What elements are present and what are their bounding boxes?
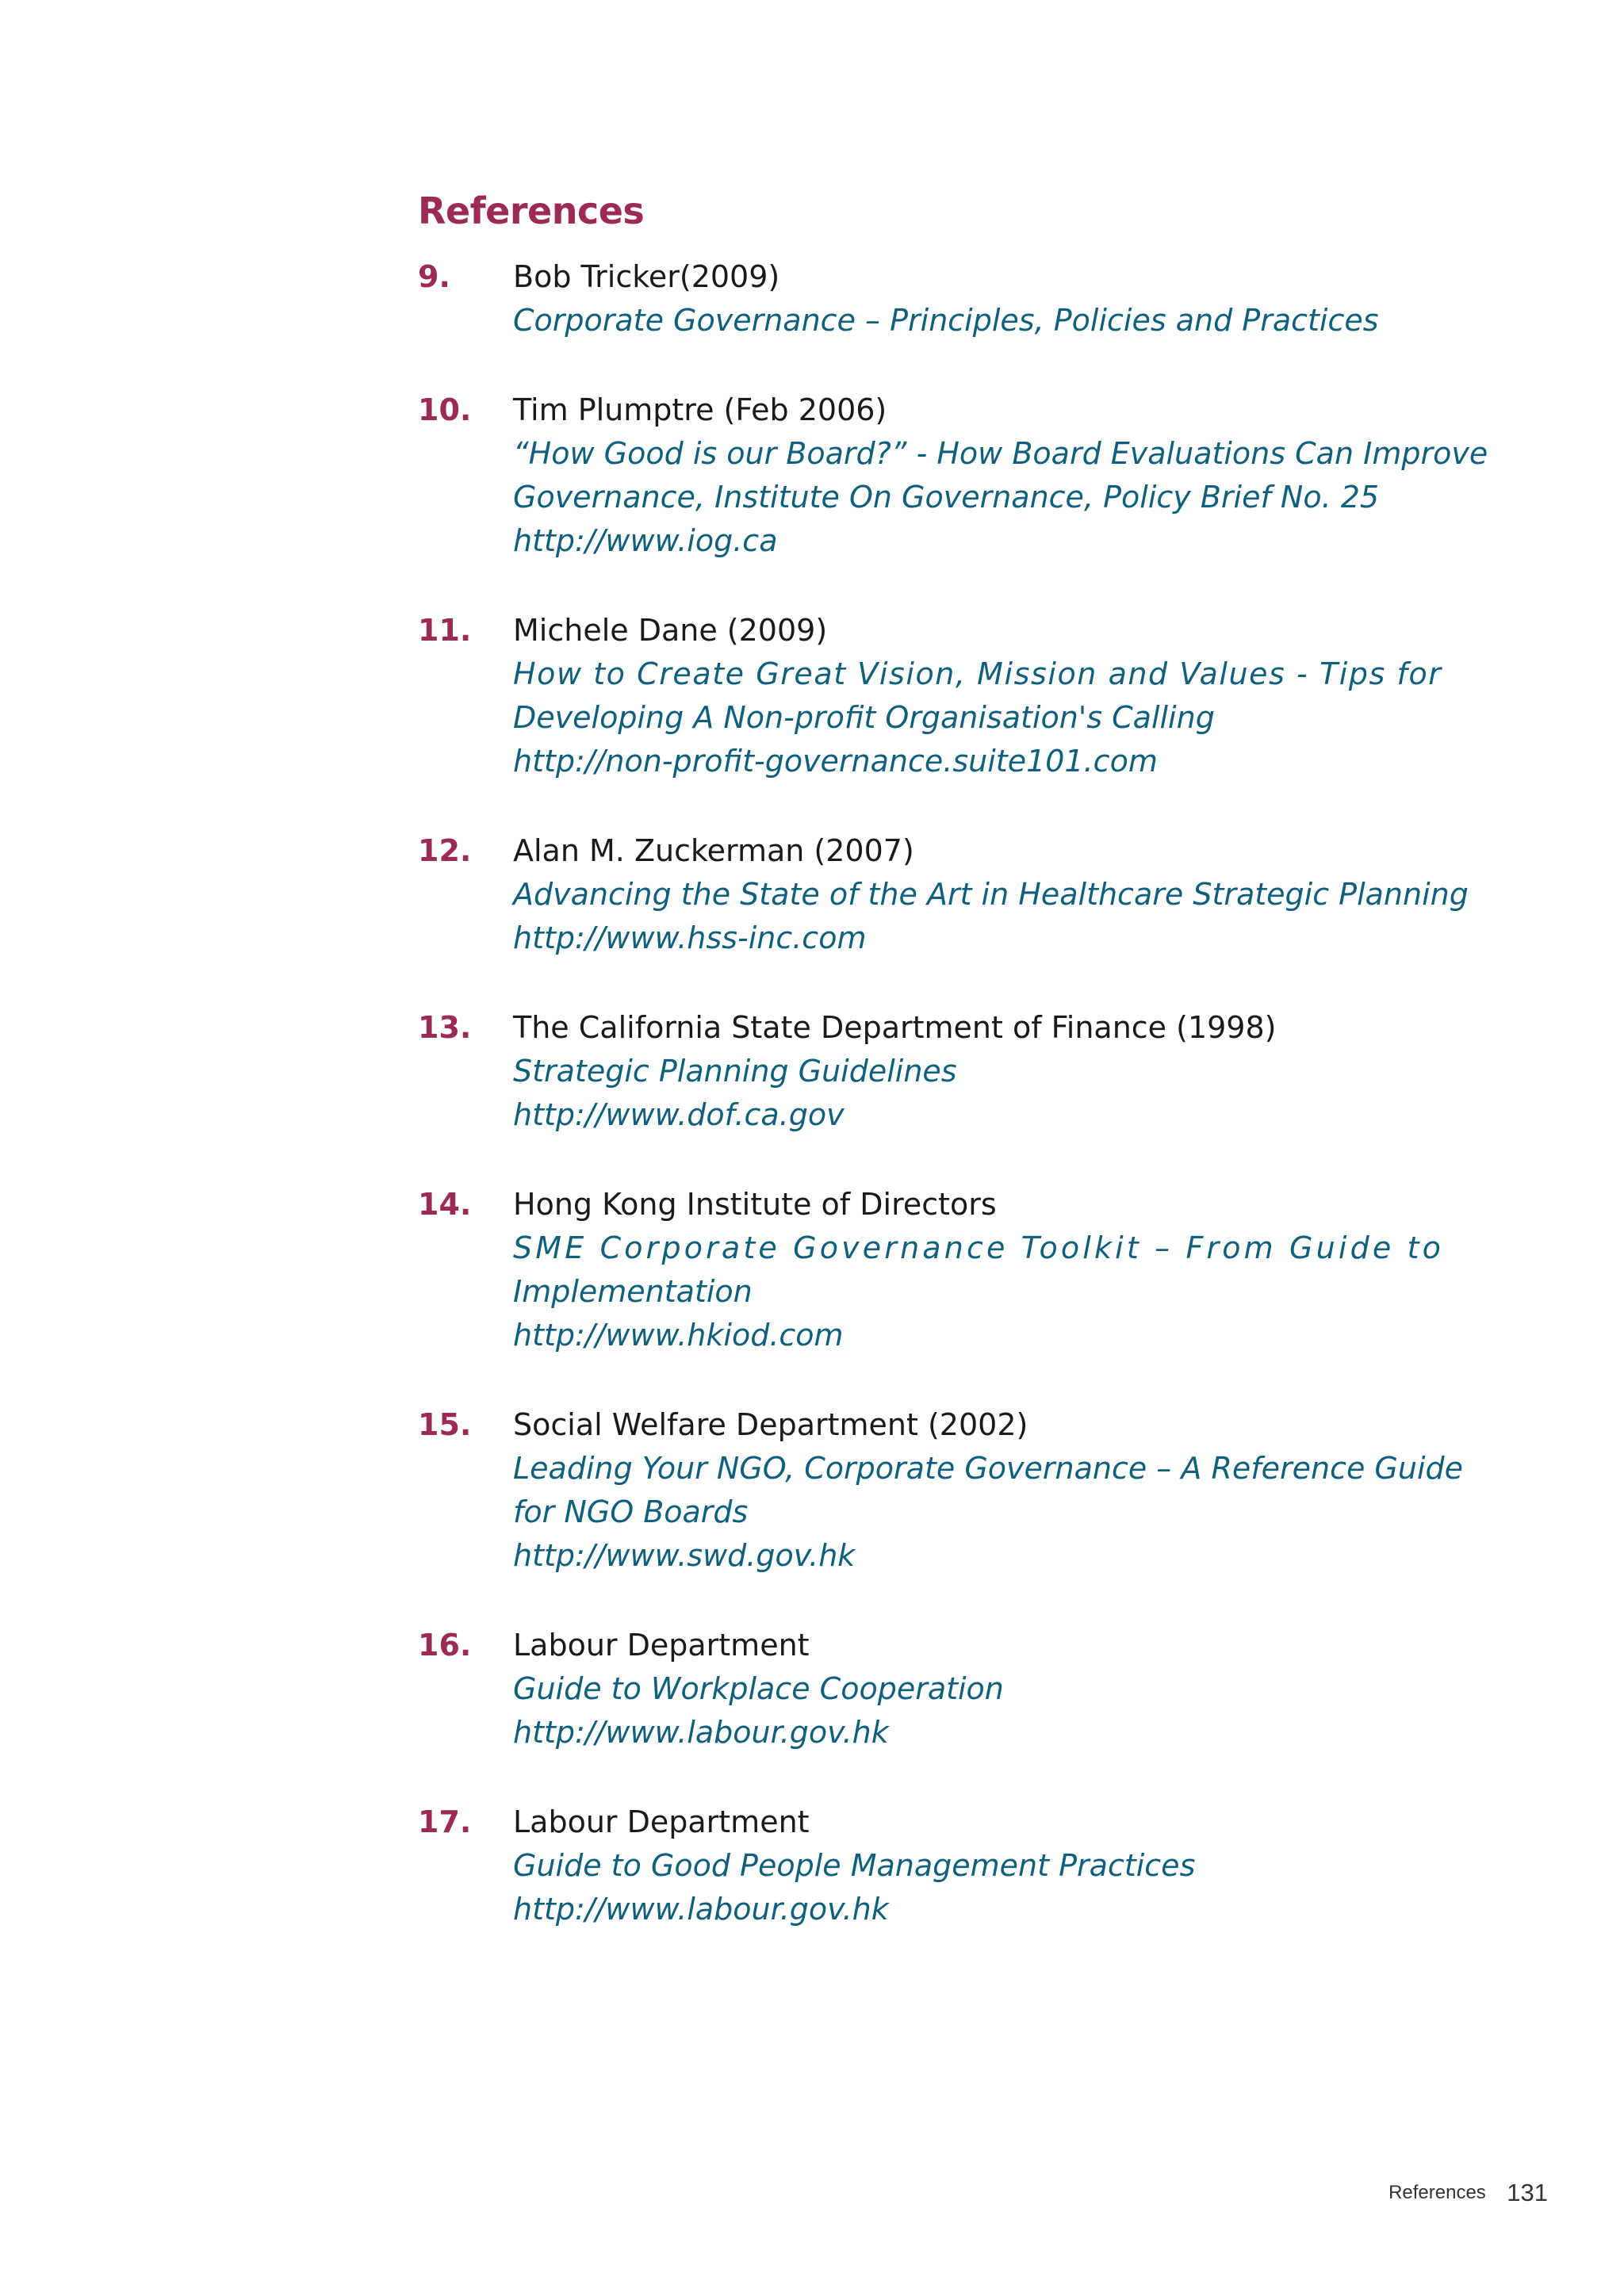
reference-url-link[interactable]: http://non-profit-governance.suite101.com xyxy=(513,744,1158,779)
reference-url-link[interactable]: http://www.hss-inc.com xyxy=(513,920,867,955)
reference-item xyxy=(418,255,1441,342)
reference-title: How to Create Great Vision, Mission and Values - Tips for xyxy=(513,656,1442,691)
page-title: References xyxy=(418,189,645,232)
reference-author: Bob Tricker(2009) xyxy=(513,259,780,294)
reference-number: 11. xyxy=(418,613,472,648)
reference-title: Advancing the State of the Art in Healthcare Strategic Planning xyxy=(513,877,1469,912)
reference-title: Corporate Governance – Principles, Policies and Practices xyxy=(513,303,1379,338)
reference-title: Guide to Workplace Cooperation xyxy=(513,1671,1004,1706)
reference-number: 9. xyxy=(418,259,450,294)
reference-author: Tim Plumptre (Feb 2006) xyxy=(513,392,887,427)
reference-number: 17. xyxy=(418,1804,472,1839)
reference-title: Guide to Good People Management Practices xyxy=(513,1848,1196,1883)
page-footer xyxy=(1388,2179,1548,2207)
reference-list xyxy=(418,255,1488,1977)
reference-title: for NGO Boards xyxy=(513,1494,749,1529)
reference-author: The California State Department of Finance (1998) xyxy=(513,1010,1277,1045)
page-number: 131 xyxy=(1507,2179,1548,2206)
reference-title: Implementation xyxy=(513,1274,753,1309)
reference-item xyxy=(418,1006,1441,1137)
reference-author: Social Welfare Department (2002) xyxy=(513,1407,1028,1442)
reference-item xyxy=(418,1183,1445,1357)
reference-title: Leading Your NGO, Corporate Governance – A Reference Guide xyxy=(513,1451,1464,1486)
reference-item xyxy=(418,388,1488,563)
reference-author: Labour Department xyxy=(513,1804,810,1839)
reference-number: 15. xyxy=(418,1407,472,1442)
reference-item xyxy=(418,1403,1464,1578)
reference-number: 14. xyxy=(418,1187,472,1222)
reference-number: 10. xyxy=(418,392,472,427)
reference-item xyxy=(418,609,1441,783)
footer-section-label: References xyxy=(1388,2182,1486,2203)
reference-url-link[interactable]: http://www.labour.gov.hk xyxy=(513,1892,889,1927)
reference-number: 12. xyxy=(418,833,472,868)
reference-number: 16. xyxy=(418,1628,472,1663)
reference-author: Labour Department xyxy=(513,1628,810,1663)
reference-title: Strategic Planning Guidelines xyxy=(513,1054,957,1089)
reference-url-link[interactable]: http://www.dof.ca.gov xyxy=(513,1097,845,1132)
reference-url-link[interactable]: http://www.hkiod.com xyxy=(513,1318,844,1353)
reference-url-link[interactable]: http://www.labour.gov.hk xyxy=(513,1715,889,1750)
reference-title: SME Corporate Governance Toolkit – From Guide to xyxy=(513,1230,1445,1265)
reference-url-link[interactable]: http://www.swd.gov.hk xyxy=(513,1538,856,1573)
reference-item xyxy=(418,1800,1441,1931)
reference-title: Governance, Institute On Governance, Policy Brief No. 25 xyxy=(513,480,1380,515)
reference-author: Hong Kong Institute of Directors xyxy=(513,1187,997,1222)
reference-number: 13. xyxy=(418,1010,472,1045)
reference-url-link[interactable]: http://www.iog.ca xyxy=(513,523,778,558)
reference-author: Alan M. Zuckerman (2007) xyxy=(513,833,914,868)
reference-title: Developing A Non-profit Organisation's Calling xyxy=(513,700,1215,735)
reference-author: Michele Dane (2009) xyxy=(513,613,828,648)
reference-item xyxy=(418,1624,1441,1755)
reference-item xyxy=(418,829,1469,960)
reference-title: “How Good is our Board?” - How Board Evaluations Can Improve xyxy=(513,436,1488,471)
